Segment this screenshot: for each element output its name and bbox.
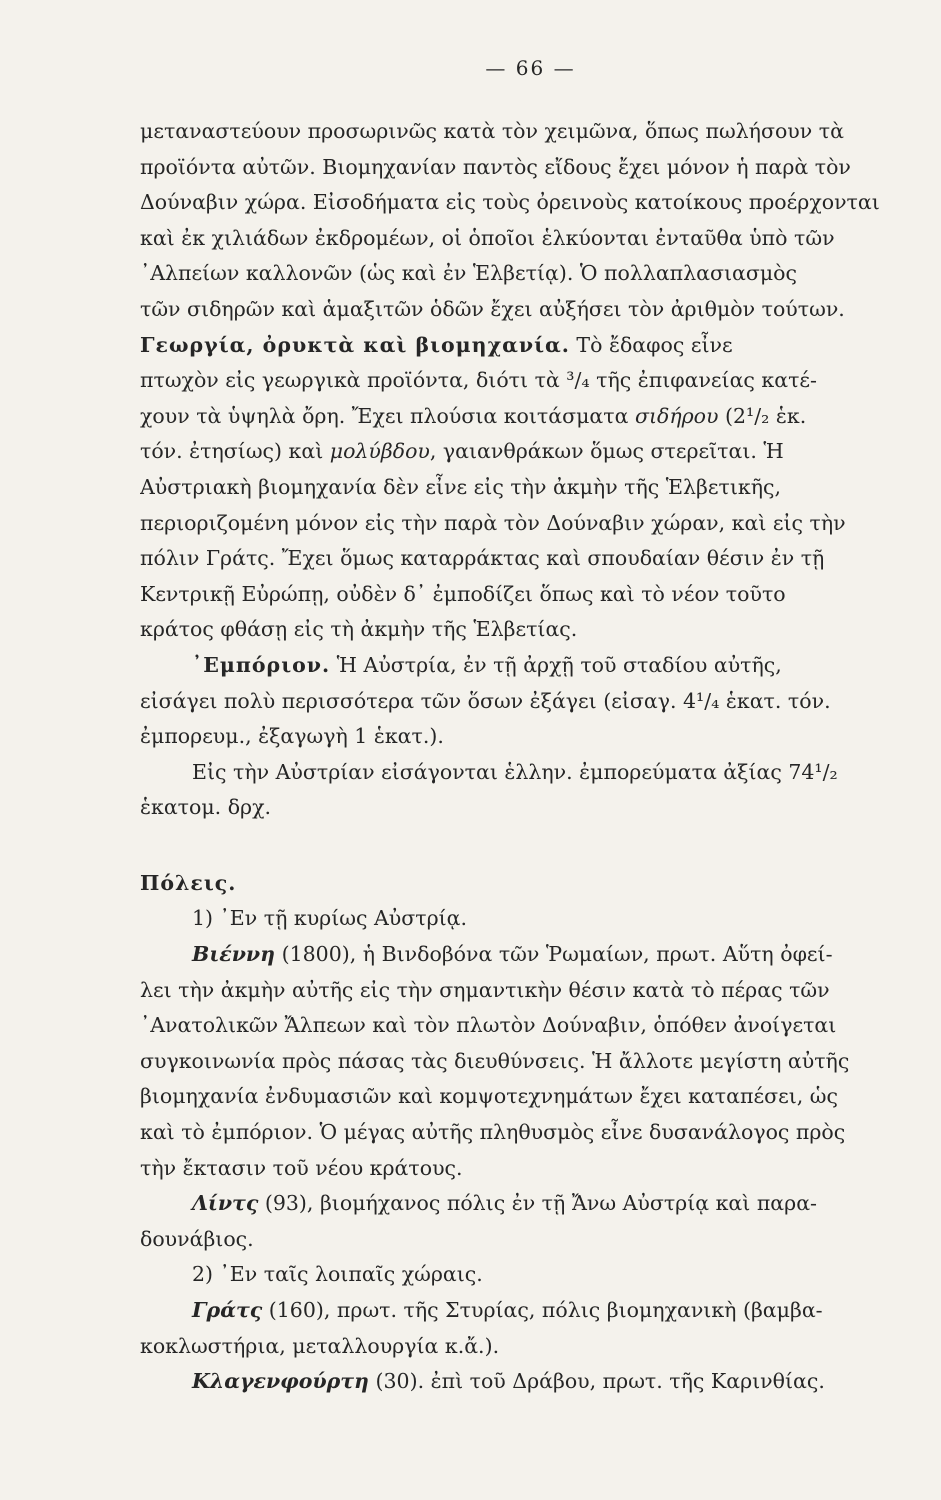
text-line: εἰσάγει πολὺ περισσότερα τῶν ὅσων ἐξάγει (εἰσαγ. 4¹/₄ ἑκατ. τόν. [140, 688, 831, 713]
text-line: Εἰς τὴν Αὐστρίαν εἰσάγονται ἑλλην. ἐμπορεύματα ἀξίας 74¹/₂ [192, 759, 838, 784]
city-name-klagenfurt: Κλαγενφούρτη [192, 1369, 369, 1394]
page-body [140, 114, 881, 1400]
text-line [140, 434, 881, 470]
text-line: τὴν ἔκτασιν τοῦ νέου κράτους. [140, 1155, 463, 1180]
section-heading-agriculture: Γεωργία, ὀρυκτὰ καὶ βιομηχανία. [140, 332, 570, 357]
text-line: πτωχὸν εἰς γεωργικὰ προϊόντα, διότι τὰ ³/₄ τῆς ἐπιφανείας κατέ- [140, 368, 817, 393]
text-line: βιομηχανία ἐνδυμασιῶν καὶ κομψοτεχνημάτων ἔχει καταπέσει, ὡς [140, 1084, 838, 1109]
section-heading-commerce: ᾿Εμπόριον. [192, 652, 331, 677]
text-span: (30). ἐπὶ τοῦ Δράβου, πρωτ. τῆς Καρινθίας. [368, 1369, 825, 1394]
text-line: Αὐστριακὴ βιομηχανία δὲν εἶνε εἰς τὴν ἀκμὴν τῆς Ἑλβετικῆς, [140, 474, 781, 499]
text-span: (1800), ἡ Βινδοβόνα τῶν Ῥωμαίων, πρωτ. Αὕτη ὀφεί- [275, 942, 833, 967]
text-line: προϊόντα αὐτῶν. Βιομηχανίαν παντὸς εἴδους ἔχει μόνον ἡ παρὰ τὸν [140, 154, 851, 179]
text-line: δουνάβιος. [140, 1226, 254, 1251]
text-span: Τὸ ἔδαφος εἶνε [569, 332, 733, 357]
emphasis-lead: μολύβδου [329, 439, 430, 464]
text-span: (2¹/₂ ἑκ. [718, 403, 807, 428]
text-span: , γαιανθράκων ὅμως στερεῖται. Ἡ [429, 439, 784, 464]
text-line: κοκλωστήρια, μεταλλουργία κ.ἄ.). [140, 1333, 500, 1358]
text-span: (160), πρωτ. τῆς Στυρίας, πόλις βιομηχανικὴ (βαμβα- [262, 1298, 823, 1322]
text-line: καὶ τὸ ἐμπόριον. Ὁ μέγας αὐτῆς πληθυσμὸς εἶνε δυσανάλογος πρὸς [140, 1120, 846, 1145]
spacer [140, 826, 881, 866]
subheading-austria-proper: 1) ᾿Εν τῇ κυρίως Αὐστρίᾳ. [192, 906, 468, 931]
text-line: καὶ ἐκ χιλιάδων ἐκδρομέων, οἱ ὁποῖοι ἑλκύονται ἐνταῦθα ὑπὸ τῶν [140, 225, 835, 250]
text-line: πόλιν Γράτς. Ἔχει ὅμως καταρράκτας καὶ σπουδαίαν θέσιν ἐν τῇ [140, 546, 825, 571]
text-line: λει τὴν ἀκμὴν αὐτῆς εἰς τὴν σημαντικὴν θέσιν κατὰ τὸ πέρας τῶν [140, 977, 830, 1002]
entry-vienna [140, 937, 881, 973]
text-span: τόν. ἐτησίως) καὶ [140, 439, 330, 464]
text-span: Ἡ Αὐστρία, ἐν τῇ ἀρχῇ τοῦ σταδίου αὐτῆς, [330, 652, 782, 677]
text-line: ᾿Ανατολικῶν Ἄλπεων καὶ τὸν πλωτὸν Δούναβιν, ὁπόθεν ἀνοίγεται [140, 1013, 837, 1038]
entry-linz [140, 1186, 881, 1222]
text-line: Δούναβιν χώρα. Εἰσοδήματα εἰς τοὺς ὀρεινοὺς κατοίκους προέρχονται [140, 190, 880, 215]
text-line [140, 399, 881, 435]
text-line: ᾿Αλπείων καλλονῶν (ὡς καὶ ἐν Ἑλβετίᾳ). Ὁ πολλαπλασιασμὸς [140, 261, 797, 286]
section-heading-cities: Πόλεις. [140, 870, 237, 895]
city-name-graz: Γράτς [192, 1298, 263, 1322]
section-line [140, 866, 881, 902]
text-line: ἑκατομ. δρχ. [140, 795, 272, 820]
text-span: χουν τὰ ὑψηλὰ ὄρη. Ἔχει πλούσια κοιτάσματα [140, 403, 635, 428]
city-name-vienna: Βιέννη [192, 942, 276, 967]
entry-graz [140, 1293, 881, 1329]
section-line [140, 648, 881, 684]
text-span: (93), βιομήχανος πόλις ἐν τῇ Ἄνω Αὐστρίᾳ καὶ παρα- [258, 1191, 817, 1216]
emphasis-iron: σιδήρου [634, 403, 719, 428]
text-line: συγκοινωνία πρὸς πάσας τὰς διευθύνσεις. Ἡ ἄλλοτε μεγίστη αὐτῆς [140, 1048, 850, 1073]
text-line: κράτος φθάσῃ εἰς τὴ ἀκμὴν τῆς Ἑλβετίας. [140, 617, 578, 642]
text-line: Κεντρικῇ Εὐρώπῃ, οὐδὲν δ᾽ ἐμποδίζει ὅπως καὶ τὸ νέον τοῦτο [140, 581, 786, 606]
subheading-other-lands: 2) ᾿Εν ταῖς λοιπαῖς χώραις. [192, 1262, 483, 1287]
text-line: μεταναστεύουν προσωρινῶς κατὰ τὸν χειμῶνα, ὅπως πωλήσουν τὰ [140, 119, 844, 143]
text-line: περιοριζομένη μόνον εἰς τὴν παρὰ τὸν Δούναβιν χώραν, καὶ εἰς τὴν [140, 510, 846, 535]
page-number: — 66 — [485, 56, 576, 80]
entry-klagenfurt [140, 1364, 881, 1400]
text-line: τῶν σιδηρῶν καὶ ἁμαξιτῶν ὁδῶν ἔχει αὐξήσει τὸν ἀριθμὸν τούτων. [140, 296, 845, 321]
city-name-linz: Λίντς [192, 1191, 259, 1216]
text-line: ἐμπορευμ., ἐξαγωγὴ 1 ἑκατ.). [140, 724, 444, 749]
section-line [140, 328, 881, 364]
